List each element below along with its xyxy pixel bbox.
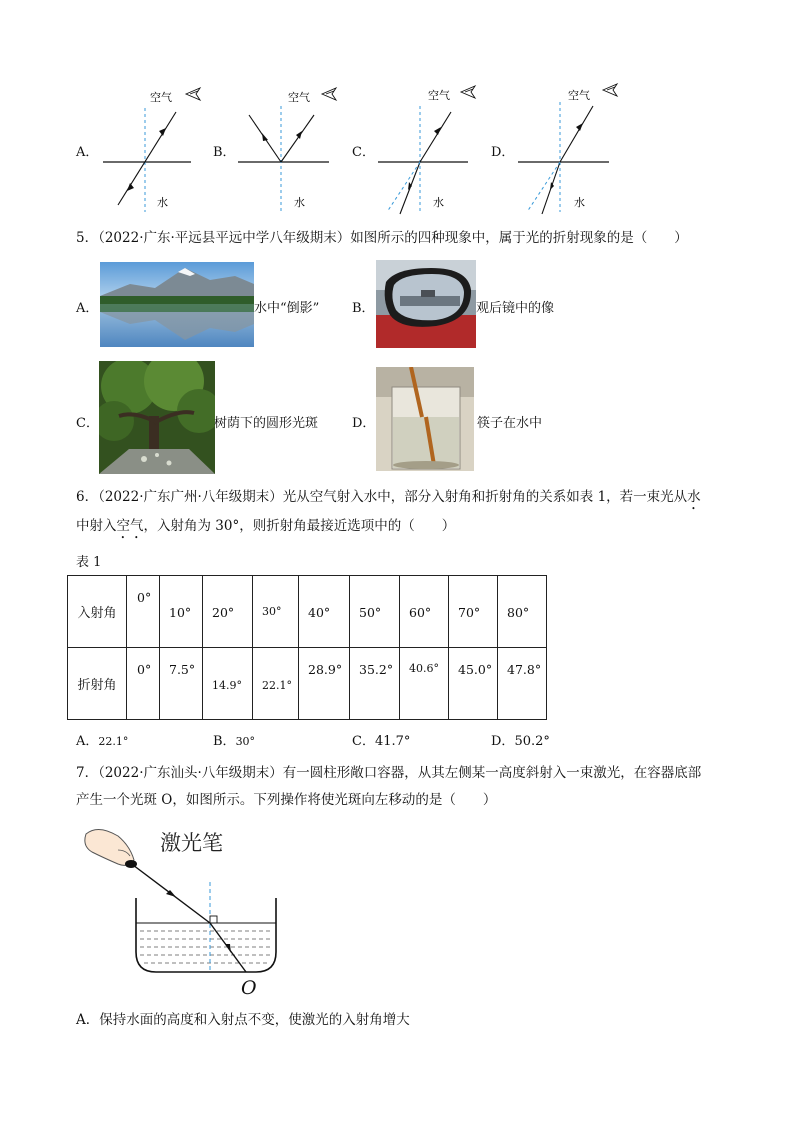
q5-option-d-caption: 筷子在水中: [477, 416, 543, 431]
table-caption: 表 1: [76, 555, 102, 570]
q4-c-water-label: 水: [433, 196, 444, 209]
table-row-header: 折射角: [68, 648, 127, 720]
table-cell: 0°: [137, 662, 152, 677]
q5-option-b-caption: 观后镜中的像: [476, 301, 555, 316]
q4-option-b-diagram: [236, 80, 346, 215]
eye-icon: [461, 86, 475, 98]
laser-container-diagram: [78, 820, 298, 1000]
table-cell: 28.9°: [308, 662, 343, 677]
table-cell: 40.6°: [409, 662, 439, 675]
q4-b-air-label: 空气: [288, 91, 310, 104]
table-cell: 10°: [169, 605, 192, 620]
q5-option-a-caption: 水中“倒影”: [254, 301, 320, 316]
mirror-photo: [376, 260, 476, 348]
q6-stem: 6．（2022·广东广州·八年级期末）光从空气射入水中，部分入射角和折射角的关系如表 1，若一束光从水 中射入空气，入射角为 30°，则折射角最接近选项中的（ ）: [76, 489, 701, 534]
table-cell: 80°: [507, 605, 530, 620]
table-cell: 47.8°: [507, 662, 542, 677]
angle-table: [67, 575, 547, 720]
q4-option-d-diagram: [515, 80, 630, 215]
table-row-header: 入射角: [68, 576, 127, 648]
q5-stem: 5．（2022·广东·平远县平远中学八年级期末）如图所示的四种现象中，属于光的折射现象的是（ ）: [76, 230, 688, 246]
table-cell: 50°: [359, 605, 382, 620]
table-cell: 45.0°: [458, 662, 493, 677]
eye-icon: [603, 84, 617, 96]
q6-answer-b: B．30°: [213, 734, 256, 749]
q4-c-air-label: 空气: [428, 89, 450, 102]
table-row: [68, 576, 547, 648]
tree-shade-photo: [99, 361, 215, 474]
reflection-photo: [100, 262, 254, 347]
q4-option-b-letter: B．: [213, 145, 236, 160]
table-cell: 30°: [262, 605, 282, 618]
table-cell: 40°: [308, 605, 331, 620]
q4-d-water-label: 水: [574, 196, 585, 209]
q7-option-a: A．保持水面的高度和入射点不变，使激光的入射角增大: [76, 1012, 410, 1028]
q7-stem-line2: 产生一个光斑 O，如图所示。下列操作将使光斑向左移动的是（ ）: [76, 792, 497, 808]
q6-answer-a: A．22.1°: [76, 734, 129, 749]
q6-emphasis-air: 空气: [116, 518, 144, 534]
table-cell: 60°: [409, 605, 432, 620]
q7-stem-line1: 7．（2022·广东汕头·八年级期末）有一圆柱形敞口容器，从其左侧某一高度斜射入一束激光，在容器底部: [76, 765, 702, 781]
table-cell: 0°: [137, 590, 152, 605]
q5-option-a-letter: A．: [76, 301, 99, 316]
q4-option-a-letter: A．: [76, 145, 99, 160]
table-cell: 7.5°: [169, 662, 196, 677]
table-cell: 14.9°: [212, 679, 242, 692]
point-o-label: O: [241, 977, 257, 999]
q5-option-c-caption: 树荫下的圆形光斑: [214, 416, 319, 431]
table-cell: 35.2°: [359, 662, 394, 677]
q5-option-c-letter: C．: [76, 416, 99, 431]
table-cell: 70°: [458, 605, 481, 620]
q6-emphasis-water: 水: [687, 489, 701, 505]
eye-icon: [186, 88, 200, 100]
q4-d-air-label: 空气: [568, 89, 590, 102]
q4-option-c-diagram: [375, 80, 485, 215]
table-cell: 20°: [212, 605, 235, 620]
table-cell: 22.1°: [262, 679, 292, 692]
table-row: [68, 648, 547, 720]
q4-option-c-letter: C．: [352, 145, 375, 160]
q4-option-d-letter: D．: [491, 145, 515, 160]
q4-a-water-label: 水: [157, 196, 168, 209]
q5-option-d-letter: D．: [352, 416, 376, 431]
q4-b-water-label: 水: [294, 196, 305, 209]
laser-pen-label: 激光笔: [160, 831, 223, 855]
q6-answer-d: D．50.2°: [491, 734, 550, 749]
eye-icon: [322, 88, 336, 100]
q4-option-a-diagram: [100, 80, 210, 215]
q5-option-b-letter: B．: [352, 301, 375, 316]
q6-answer-c: C．41.7°: [352, 734, 411, 749]
chopsticks-photo: [376, 367, 474, 471]
q4-a-air-label: 空气: [150, 91, 172, 104]
